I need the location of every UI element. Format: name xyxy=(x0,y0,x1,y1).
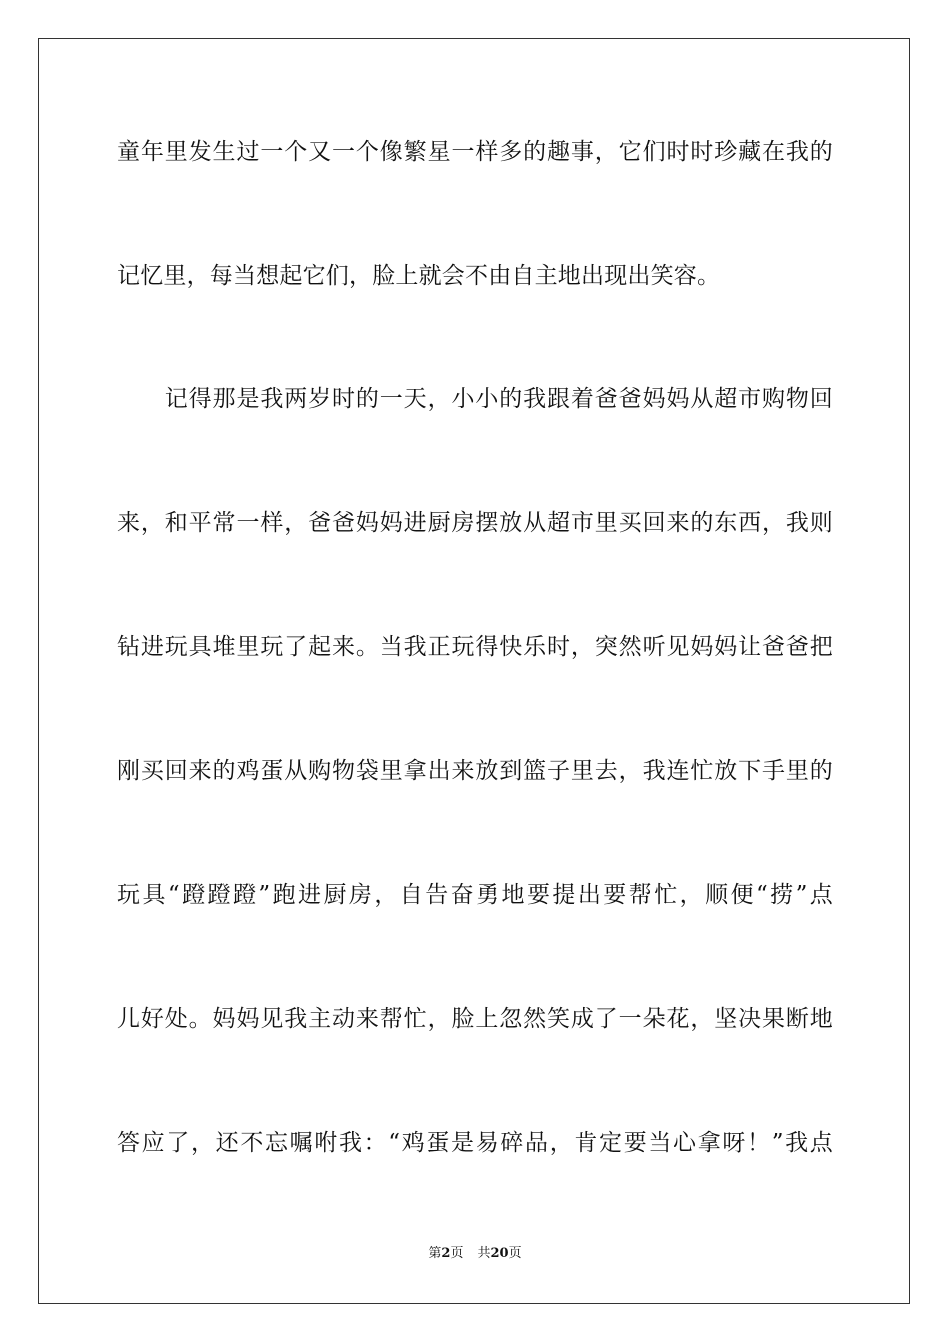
page-suffix: 页 xyxy=(450,1246,464,1261)
page-prefix: 第 xyxy=(428,1246,442,1261)
text-line: 答应了，还不忘嘱咐我：“鸡蛋是易碎品，肯定要当心拿呀！”我点 xyxy=(117,1130,833,1156)
text-line: 玩具“蹬蹬蹬”跑进厨房，自告奋勇地要提出要帮忙，顺便“捞”点 xyxy=(117,882,833,908)
total-pages: 20 xyxy=(490,1246,509,1261)
text-line: 童年里发生过一个又一个像繁星一样多的趣事，它们时时珍藏在我的 xyxy=(117,139,833,165)
page-footer xyxy=(0,1245,950,1263)
text-line: 刚买回来的鸡蛋从购物袋里拿出来放到篮子里去，我连忙放下手里的 xyxy=(117,758,833,784)
text-line: 记得那是我两岁时的一天，小小的我跟着爸爸妈妈从超市购物回 xyxy=(117,386,833,412)
text-line: 记忆里，每当想起它们，脸上就会不由自主地出现出笑容。 xyxy=(117,263,721,289)
text-line: 钻进玩具堆里玩了起来。当我正玩得快乐时，突然听见妈妈让爸爸把 xyxy=(117,634,833,660)
total-prefix: 共 xyxy=(477,1246,491,1261)
total-suffix: 页 xyxy=(508,1246,522,1261)
text-line: 儿好处。妈妈见我主动来帮忙，脸上忽然笑成了一朵花，坚决果断地 xyxy=(117,1006,833,1032)
page-border xyxy=(38,38,910,1304)
page-number: 2 xyxy=(441,1246,451,1261)
text-line: 来，和平常一样，爸爸妈妈进厨房摆放从超市里买回来的东西，我则 xyxy=(117,510,833,536)
